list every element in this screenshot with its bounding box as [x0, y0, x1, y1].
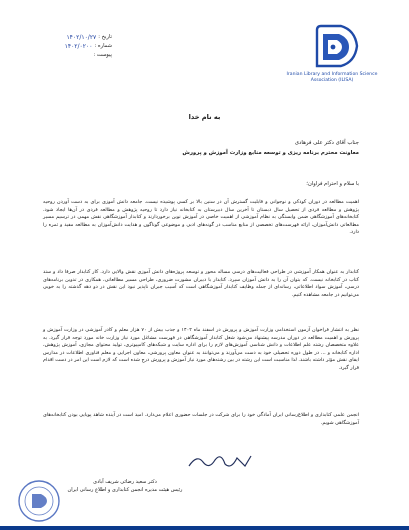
official-stamp — [16, 478, 62, 524]
number-label: شماره : — [94, 43, 112, 49]
body-paragraph-1: اهمیت مطالعه در دوران کودکی و نوجوانی و قابلیت گسترش آن در سنین بالا بر کسی پوشیده نیست. جامعه دانش آموزی برای به دست آوردن روحیه پژوهش و مطالعه فردی از تحصیل سال دبستان تا آخرین سال دبیرستان به کتابخانه نیاز دارد تا روحیه پژوهش و مطالعه فردی در آن‌ها ایجاد شود. کتابخانه‌های آموزشگاهی ضمن وابستگی به نظام آموزشی از اهمیت خاصی در آموزش نوین برخوردارند و کتابدار آموزشگاهی نقش مهمی در ترسیم مسیر مطالعاتی دانش‌آموزان، ارائه فهرست‌های تخصصی از منابع مناسب در گونه‌های ادبی و موضوعی گوناگون و هدایت دانش‌آموزان به مطالعه مفید و ثمره را دارد. — [43, 199, 359, 236]
signatory-block — [60, 478, 190, 494]
recipient-block — [59, 138, 359, 158]
signatory-name: دکتر سعید رضائی شریف آبادی — [93, 479, 157, 485]
bismillah: به نام خدا — [188, 113, 221, 121]
body-paragraph-4: انجمن علمی کتابداری و اطلاع‌رسانی ایران آمادگی خود را برای شرکت در جلسات حضوری اعلام می‌دارد. امید است در آینده شاهد پویایی بودن کتابخانه‌های آموزشگاهی شویم. — [43, 412, 359, 426]
recipient-title: معاونت محترم برنامه ریزی و توسعه منابع وزارت آموزش و پرورش — [182, 150, 359, 156]
handwritten-signature — [185, 448, 255, 474]
date-row — [32, 33, 112, 42]
recipient-name: جناب آقای دکتر علی فرهادی — [294, 140, 359, 146]
body-paragraph-2: کتابدار به عنوان همکار آموزشی در طراحی فعالیت‌های درسی مساله محور و توسعه پروژه‌های دانش آموزی نقش والایی دارد. کار کتابدار صرفا داد و ستد کتاب در کتابخانه نیست. که بتوان آن را به دانش آموزان سپرد. کتابدار با دبیران مشورت ضروری، طراحی مسیر مطالعاتی، همکاری در تدوین برنامه‌های درسی، آموزش سواد اطلاعاتی، رسانه‌ای از جمله وظایف کتابدار آموزشگاهی است که آسیب جبران ناپذیر نبود این نقش در دو دهه گذشته را به خوبی می‌توانیم در جامعه مشاهده کنیم. — [43, 269, 359, 298]
body-paragraph-3: نظر به انتشار فراخوان آزمون استخدامی وزارت آموزش و پرورش در اسفند ماه ۱۴۰۲ و جذب بیش از ۷۰ هزار معلم و کادر آموزشی در وزارت آموزش و پرورش و اهمیت مطالعه در دوران مدرسه پیشنهاد می‌شود شغل کتابدار آموزشگاهی در فهرست مشاغل مورد نیاز وزارت خانه مورد توجه قرار گیرد. به علاوه متخصصان رشته علم اطلاعات و دانش شناسی آموزش‌های لازم را برای اداره سایت و شبکه‌های کامپیوتری، تولید محتوای مجازی، آموزش پژوهش، اداره کتابخانه و ... در طول دوره تحصیلی خود به دست می‌آورند و می‌توانند به عنوان معاون پرورشی، معاون اجرایی و معلم فناوری اطلاعات در مدارس ایفای نقش مؤثر داشته باشند. لذا مناسبت است این رشته در بین رشته‌های مورد نیاز آموزش و پرورش درج شده است که لازم است این امر در دست اقدام قرار گیرد. — [43, 327, 359, 371]
org-name-en: Iranian Library and Information Science Association (ILISA) — [286, 72, 378, 84]
attachment-row — [32, 51, 112, 60]
attachment-label: پیوست : — [93, 52, 112, 58]
number-value: ۱۴۰۲/۰۲۰۰ — [64, 43, 93, 50]
signatory-title: رئیس هیئت مدیره انجمن کتابداری و اطلاع رسانی ایران — [67, 487, 183, 493]
ilisa-logo — [311, 20, 363, 72]
date-label: تاریخ : — [98, 34, 112, 40]
footer-bar — [0, 526, 409, 530]
letter-meta — [32, 33, 112, 60]
greeting: با سلام و احترام فراوان؛ — [306, 181, 359, 187]
number-row — [32, 42, 112, 51]
date-value: ۱۴۰۲/۱۰/۲۷ — [66, 34, 97, 41]
